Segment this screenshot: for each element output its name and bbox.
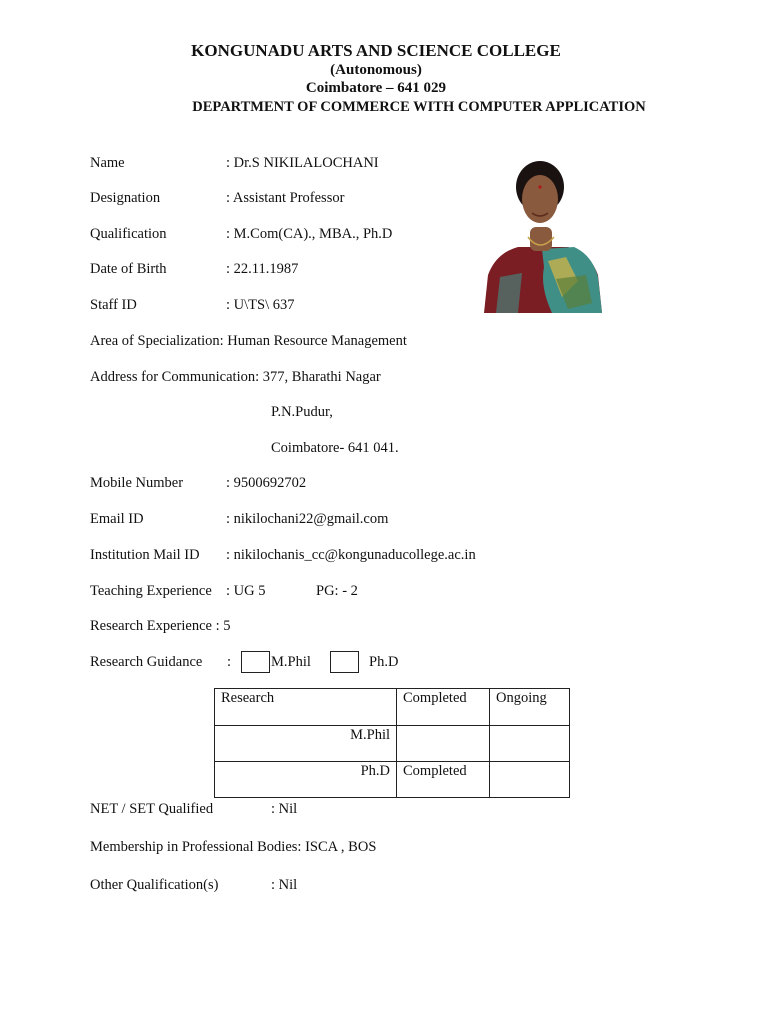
table-cell-completed: Completed xyxy=(397,762,490,798)
qualification-value: : M.Com(CA)., MBA., Ph.D xyxy=(226,226,393,242)
table-cell-completed xyxy=(397,726,490,762)
address-line-1: Address for Communication: 377, Bharathi Nagar xyxy=(90,369,381,385)
department-title: DEPARTMENT OF COMMERCE WITH COMPUTER APPLICATION xyxy=(192,99,646,115)
specialization-line: Area of Specialization: Human Resource Management xyxy=(90,333,407,349)
guidance-colon: : xyxy=(227,654,232,670)
staff-id-value: : U\TS\ 637 xyxy=(226,297,295,313)
qualification-label: Qualification xyxy=(90,226,167,242)
name-label: Name xyxy=(90,155,125,171)
table-header-research: Research xyxy=(215,689,397,726)
portrait-illustration xyxy=(482,157,603,313)
phd-option-label: Ph.D xyxy=(369,654,399,670)
designation-value: : Assistant Professor xyxy=(226,190,345,206)
membership-line: Membership in Professional Bodies: ISCA , BOS xyxy=(90,839,377,855)
mobile-label: Mobile Number xyxy=(90,475,184,491)
staff-id-label: Staff ID xyxy=(90,297,137,313)
table-cell-ongoing xyxy=(490,762,570,798)
mphil-checkbox[interactable] xyxy=(241,651,270,673)
mobile-value: : 9500692702 xyxy=(226,475,307,491)
guidance-label: Research Guidance xyxy=(90,654,203,670)
table-header-row xyxy=(215,689,570,726)
research-table xyxy=(214,688,570,798)
net-set-label: NET / SET Qualified xyxy=(90,801,214,817)
inst-mail-value: : nikilochanis_cc@kongunaducollege.ac.in xyxy=(226,547,476,563)
research-exp-line: Research Experience : 5 xyxy=(90,618,231,634)
table-cell-ongoing xyxy=(490,726,570,762)
table-header-completed: Completed xyxy=(397,689,490,726)
name-value: : Dr.S NIKILALOCHANI xyxy=(226,155,379,171)
table-row xyxy=(215,762,570,798)
address-line-3: Coimbatore- 641 041. xyxy=(271,440,399,456)
phd-checkbox[interactable] xyxy=(330,651,359,673)
table-cell-type: Ph.D xyxy=(215,762,397,798)
dob-value: : 22.11.1987 xyxy=(226,261,299,277)
table-header-ongoing: Ongoing xyxy=(490,689,570,726)
teaching-exp-pg: PG: - 2 xyxy=(316,583,358,599)
teaching-exp-ug: : UG 5 xyxy=(226,583,266,599)
net-set-value: : Nil xyxy=(271,801,298,817)
email-label: Email ID xyxy=(90,511,144,527)
table-row xyxy=(215,726,570,762)
address-line-2: P.N.Pudur, xyxy=(271,404,333,420)
inst-mail-label: Institution Mail ID xyxy=(90,547,200,563)
mphil-option-label: M.Phil xyxy=(271,654,311,670)
college-name: KONGUNADU ARTS AND SCIENCE COLLEGE xyxy=(191,41,561,60)
email-value: : nikilochani22@gmail.com xyxy=(226,511,389,527)
dob-label: Date of Birth xyxy=(90,261,167,277)
college-status: (Autonomous) xyxy=(330,62,422,78)
other-qual-value: : Nil xyxy=(271,877,298,893)
other-qual-label: Other Qualification(s) xyxy=(90,877,219,893)
designation-label: Designation xyxy=(90,190,161,206)
college-city: Coimbatore – 641 029 xyxy=(305,80,447,96)
table-cell-type: M.Phil xyxy=(215,726,397,762)
teaching-exp-label: Teaching Experience xyxy=(90,583,212,599)
profile-photo xyxy=(482,157,603,313)
